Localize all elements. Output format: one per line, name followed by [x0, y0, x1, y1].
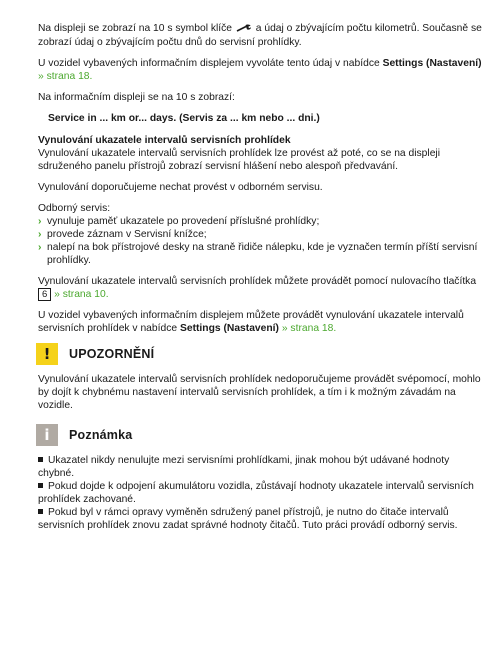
button-number-badge: 6: [38, 288, 51, 301]
warning-icon: !: [36, 343, 58, 365]
menu-reference: Settings (Nastavení): [179, 323, 279, 334]
arrow-bullet-icon: ›: [38, 229, 42, 240]
note-list: [38, 454, 483, 532]
list-item: Pokud byl v rámci opravy vyměněn sdružený panel přístrojů, je nutno do čitače intervalů servisních prohlídek znovu zadat správné hodnoty čitačů. Tuto práci provádí odborný servis.: [38, 507, 458, 531]
intro-paragraph-3: Na informačním displeji se na 10 s zobrazí:: [38, 92, 235, 103]
warning-callout: [38, 343, 483, 365]
menu-reference: Settings (Nastavení): [382, 58, 482, 69]
note-title: Poznámka: [69, 428, 133, 442]
intro-paragraph-1: [38, 22, 483, 49]
page-link[interactable]: » strana 18.: [38, 71, 93, 82]
list-item: Pokud dojde k odpojení akumulátoru vozidla, zůstávají hodnoty ukazatele intervalů servisních prohlídek zachované.: [38, 481, 474, 505]
reset-paragraph-3: Vynulování ukazatele intervalů servisních prohlídek můžete provádět pomocí nulovacího tlačítka 6 » strana 10.: [38, 276, 477, 300]
page-link[interactable]: » strana 10.: [54, 289, 109, 300]
info-icon: i: [36, 424, 58, 446]
note-callout: [38, 424, 483, 446]
intro-paragraph-2: [38, 57, 483, 83]
service-message: [38, 112, 483, 125]
arrow-bullet-icon: ›: [38, 242, 42, 253]
intro-text: Na displeji se zobrazí na 10 s symbol klíče: [38, 23, 233, 34]
section-heading: Vynulování ukazatele intervalů servisních prohlídek: [38, 135, 291, 146]
page-content: [38, 22, 483, 532]
service-list-intro: Odborný servis:: [38, 203, 111, 214]
wrench-icon: [236, 23, 252, 36]
intro-text-cont: a údaj o zbývajícím počtu kilometrů. Současně se zobrazí údaj o zbývajícím počtu dnů do servisní prohlídky.: [38, 23, 482, 48]
square-bullet-icon: [38, 509, 43, 514]
service-list: [38, 215, 483, 267]
arrow-bullet-icon: ›: [38, 216, 42, 227]
list-item: › nalepí na bok přístrojové desky na straně řidiče nálepku, kde je vyznačen termín příští servisní prohlídky.: [38, 242, 478, 266]
intro-text: U vozidel vybavených informačním displejem vyvoláte tento údaj v nabídce: [38, 58, 380, 69]
list-item: Ukazatel nikdy nenulujte mezi servisními prohlídkami, jinak mohou být udávané hodnoty chybné.: [38, 455, 450, 479]
reset-paragraph-4: U vozidel vybavených informačním displejem můžete provádět vynulování ukazatele intervalů servisních prohlídek v nabídce Settings (Nastavení) » strana 18.: [38, 310, 464, 334]
list-item: › vynuluje paměť ukazatele po provedení příslušné prohlídky;: [38, 216, 320, 227]
square-bullet-icon: [38, 457, 43, 462]
service-message-text: Service in ... km or... days. (Servis za ... km nebo ... dni.): [48, 113, 320, 124]
page-link[interactable]: » strana 18.: [281, 323, 337, 334]
warning-title: UPOZORNĚNÍ: [69, 347, 155, 361]
list-item: › provede záznam v Servisní knížce;: [38, 229, 207, 240]
warning-text: Vynulování ukazatele intervalů servisních prohlídek nedoporučujeme provádět svépomocí, mohlo by dojít k chybnému nastavení intervalů servisních prohlídek, a tím i k možným závadám na vozidle.: [38, 374, 481, 411]
square-bullet-icon: [38, 483, 43, 488]
reset-paragraph-1: Vynulování ukazatele intervalů servisních prohlídek lze provést až poté, co se na displeji sdruženého panelu přístrojů zobrazí servisní hlášení nebo alespoň předvavání.: [38, 148, 440, 172]
reset-paragraph-2: Vynulování doporučujeme nechat provést v odborném servisu.: [38, 182, 323, 193]
